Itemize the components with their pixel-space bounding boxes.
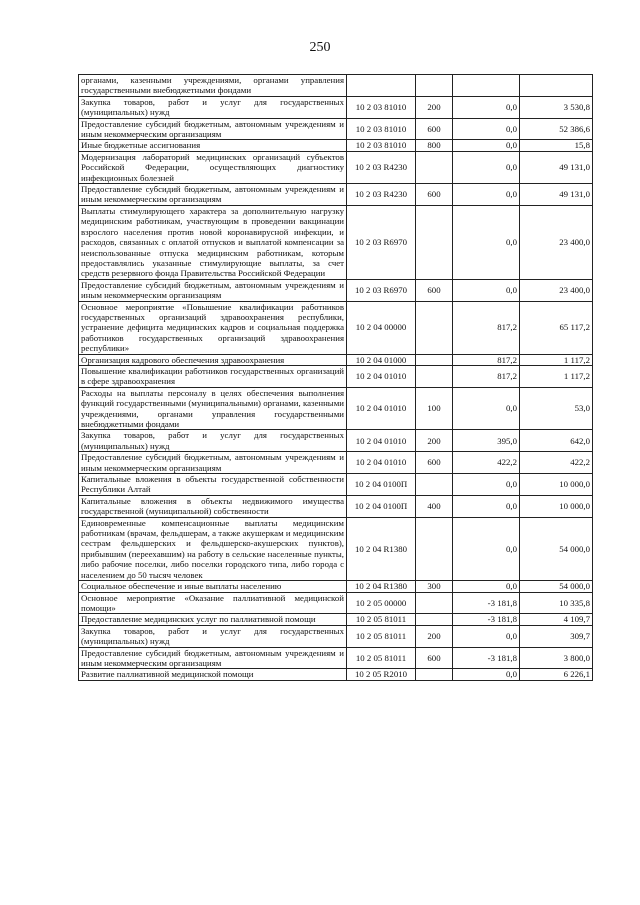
table-row: [79, 517, 593, 580]
change-amount: 0,0: [453, 140, 520, 151]
row-description: Повышение квалификации работников государственных организаций в сфере здравоохранения: [79, 365, 347, 387]
expense-type-code: 100: [416, 387, 453, 430]
target-item-code: 10 2 04 R1380: [347, 517, 416, 580]
table-row: [79, 118, 593, 140]
row-description: Капитальные вложения в объекты государственной собственности Республики Алтай: [79, 474, 347, 496]
row-description: Предоставление субсидий бюджетным, автономным учреждениям и иным некоммерческим организациям: [79, 118, 347, 140]
target-item-code: 10 2 05 81011: [347, 647, 416, 669]
expense-type-code: 600: [416, 118, 453, 140]
row-description: Модернизация лабораторий медицинских организаций субъектов Российской Федерации, осуществляющих диагностику инфекционных болезней: [79, 151, 347, 183]
row-description: Капитальные вложения в объекты недвижимого имущества государственной (муниципальной) собственности: [79, 495, 347, 517]
row-description: Предоставление медицинских услуг по паллиативной помощи: [79, 614, 347, 625]
budget-table-body: [79, 75, 593, 681]
table-row: [79, 387, 593, 430]
row-description: органами, казенными учреждениями, органами управления государственными внебюджетными фондами: [79, 75, 347, 97]
table-row: [79, 625, 593, 647]
total-amount: 49 131,0: [520, 184, 593, 206]
table-row: [79, 614, 593, 625]
change-amount: 0,0: [453, 669, 520, 680]
expense-type-code: [416, 151, 453, 183]
expense-type-code: 600: [416, 647, 453, 669]
target-item-code: 10 2 03 R4230: [347, 184, 416, 206]
row-description: Закупка товаров, работ и услуг для государственных (муниципальных) нужд: [79, 96, 347, 118]
target-item-code: [347, 75, 416, 97]
total-amount: 65 117,2: [520, 301, 593, 354]
target-item-code: 10 2 04 0100П: [347, 474, 416, 496]
expense-type-code: [416, 614, 453, 625]
expense-type-code: [416, 517, 453, 580]
table-row: [79, 354, 593, 365]
target-item-code: 10 2 04 01010: [347, 452, 416, 474]
total-amount: 1 117,2: [520, 365, 593, 387]
total-amount: 6 226,1: [520, 669, 593, 680]
row-description: Основное мероприятие «Оказание паллиативной медицинской помощи»: [79, 592, 347, 614]
expense-type-code: 600: [416, 184, 453, 206]
change-amount: -3 181,8: [453, 614, 520, 625]
change-amount: 817,2: [453, 365, 520, 387]
change-amount: -3 181,8: [453, 592, 520, 614]
expense-type-code: 800: [416, 140, 453, 151]
target-item-code: 10 2 03 R6970: [347, 279, 416, 301]
table-row: [79, 75, 593, 97]
expense-type-code: 600: [416, 279, 453, 301]
row-description: Социальное обеспечение и иные выплаты населению: [79, 581, 347, 592]
change-amount: 0,0: [453, 517, 520, 580]
row-description: Основное мероприятие «Повышение квалификации работников государственных организаций здравоохранения республики, устранение дефицита медицинских кадров и социальная поддержка работников государственных организаций здравоохранения республики»: [79, 301, 347, 354]
expense-type-code: [416, 669, 453, 680]
table-row: [79, 669, 593, 680]
change-amount: 817,2: [453, 301, 520, 354]
row-description: Закупка товаров, работ и услуг для государственных (муниципальных) нужд: [79, 625, 347, 647]
expense-type-code: [416, 592, 453, 614]
row-description: Предоставление субсидий бюджетным, автономным учреждениям и иным некоммерческим организациям: [79, 452, 347, 474]
change-amount: 0,0: [453, 205, 520, 279]
expense-type-code: [416, 354, 453, 365]
total-amount: 15,8: [520, 140, 593, 151]
expense-type-code: 200: [416, 96, 453, 118]
expense-type-code: 200: [416, 430, 453, 452]
target-item-code: 10 2 03 81010: [347, 140, 416, 151]
table-row: [79, 647, 593, 669]
total-amount: 23 400,0: [520, 205, 593, 279]
table-row: [79, 184, 593, 206]
total-amount: 3 530,8: [520, 96, 593, 118]
change-amount: 0,0: [453, 118, 520, 140]
row-description: Единовременные компенсационные выплаты медицинским работникам (врачам, фельдшерам, а также акушеркам и медицинским сестрам фельдшерских и фельдшерско-акушерских пунктов), прибывшим (переехавшим) на работу в сельские населенные пункты, либо рабочие поселки, либо поселки городского типа, либо города с населением до 50 тысяч человек: [79, 517, 347, 580]
expense-type-code: [416, 301, 453, 354]
change-amount: 0,0: [453, 279, 520, 301]
total-amount: 309,7: [520, 625, 593, 647]
budget-table: [78, 74, 593, 681]
row-description: Предоставление субсидий бюджетным, автономным учреждениям и иным некоммерческим организациям: [79, 279, 347, 301]
total-amount: 4 109,7: [520, 614, 593, 625]
change-amount: 0,0: [453, 387, 520, 430]
total-amount: 23 400,0: [520, 279, 593, 301]
change-amount: 0,0: [453, 625, 520, 647]
target-item-code: 10 2 03 81010: [347, 96, 416, 118]
target-item-code: 10 2 04 0100П: [347, 495, 416, 517]
change-amount: [453, 75, 520, 97]
target-item-code: 10 2 04 01010: [347, 387, 416, 430]
total-amount: 1 117,2: [520, 354, 593, 365]
expense-type-code: 200: [416, 625, 453, 647]
change-amount: 0,0: [453, 495, 520, 517]
total-amount: 642,0: [520, 430, 593, 452]
total-amount: [520, 75, 593, 97]
target-item-code: 10 2 04 R1380: [347, 581, 416, 592]
row-description: Расходы на выплаты персоналу в целях обеспечения выполнения функций государственными (муниципальными) органами, казенными учреждениями, органами управления государственными внебюджетными фондами: [79, 387, 347, 430]
expense-type-code: [416, 75, 453, 97]
table-row: [79, 581, 593, 592]
row-description: Выплаты стимулирующего характера за дополнительную нагрузку медицинским работникам, участвующим в проведении вакцинации взрослого населения против новой коронавирусной инфекции, и расходов, связанных с оплатой отпусков и выплатой компенсации за неиспользованные отпуска медицинским работникам, которым предоставлялись указанные стимулирующие выплаты, за счет средств резервного фонда Правительства Российской Федерации: [79, 205, 347, 279]
table-row: [79, 151, 593, 183]
table-row: [79, 140, 593, 151]
table-row: [79, 301, 593, 354]
table-row: [79, 495, 593, 517]
row-description: Предоставление субсидий бюджетным, автономным учреждениям и иным некоммерческим организациям: [79, 647, 347, 669]
total-amount: 52 386,6: [520, 118, 593, 140]
expense-type-code: [416, 474, 453, 496]
target-item-code: 10 2 03 81010: [347, 118, 416, 140]
target-item-code: 10 2 05 R2010: [347, 669, 416, 680]
table-row: [79, 474, 593, 496]
change-amount: 0,0: [453, 474, 520, 496]
target-item-code: 10 2 03 R6970: [347, 205, 416, 279]
expense-type-code: [416, 205, 453, 279]
table-row: [79, 365, 593, 387]
total-amount: 10 000,0: [520, 474, 593, 496]
total-amount: 422,2: [520, 452, 593, 474]
table-row: [79, 279, 593, 301]
table-row: [79, 430, 593, 452]
target-item-code: 10 2 05 00000: [347, 592, 416, 614]
target-item-code: 10 2 05 81011: [347, 625, 416, 647]
total-amount: 54 000,0: [520, 581, 593, 592]
change-amount: 0,0: [453, 581, 520, 592]
total-amount: 3 800,0: [520, 647, 593, 669]
row-description: Иные бюджетные ассигнования: [79, 140, 347, 151]
target-item-code: 10 2 04 01000: [347, 354, 416, 365]
expense-type-code: [416, 365, 453, 387]
expense-type-code: 600: [416, 452, 453, 474]
row-description: Предоставление субсидий бюджетным, автономным учреждениям и иным некоммерческим организациям: [79, 184, 347, 206]
page-number: 250: [309, 40, 331, 55]
table-row: [79, 592, 593, 614]
total-amount: 10 000,0: [520, 495, 593, 517]
change-amount: 422,2: [453, 452, 520, 474]
target-item-code: 10 2 04 01010: [347, 430, 416, 452]
total-amount: 54 000,0: [520, 517, 593, 580]
row-description: Закупка товаров, работ и услуг для государственных (муниципальных) нужд: [79, 430, 347, 452]
total-amount: 10 335,8: [520, 592, 593, 614]
target-item-code: 10 2 03 R4230: [347, 151, 416, 183]
expense-type-code: 400: [416, 495, 453, 517]
change-amount: -3 181,8: [453, 647, 520, 669]
target-item-code: 10 2 04 00000: [347, 301, 416, 354]
table-row: [79, 96, 593, 118]
total-amount: 49 131,0: [520, 151, 593, 183]
change-amount: 395,0: [453, 430, 520, 452]
target-item-code: 10 2 05 81011: [347, 614, 416, 625]
target-item-code: 10 2 04 01010: [347, 365, 416, 387]
change-amount: 0,0: [453, 184, 520, 206]
change-amount: 0,0: [453, 151, 520, 183]
row-description: Развитие паллиативной медицинской помощи: [79, 669, 347, 680]
table-row: [79, 205, 593, 279]
table-row: [79, 452, 593, 474]
row-description: Организация кадрового обеспечения здравоохранения: [79, 354, 347, 365]
expense-type-code: 300: [416, 581, 453, 592]
total-amount: 53,0: [520, 387, 593, 430]
change-amount: 0,0: [453, 96, 520, 118]
change-amount: 817,2: [453, 354, 520, 365]
